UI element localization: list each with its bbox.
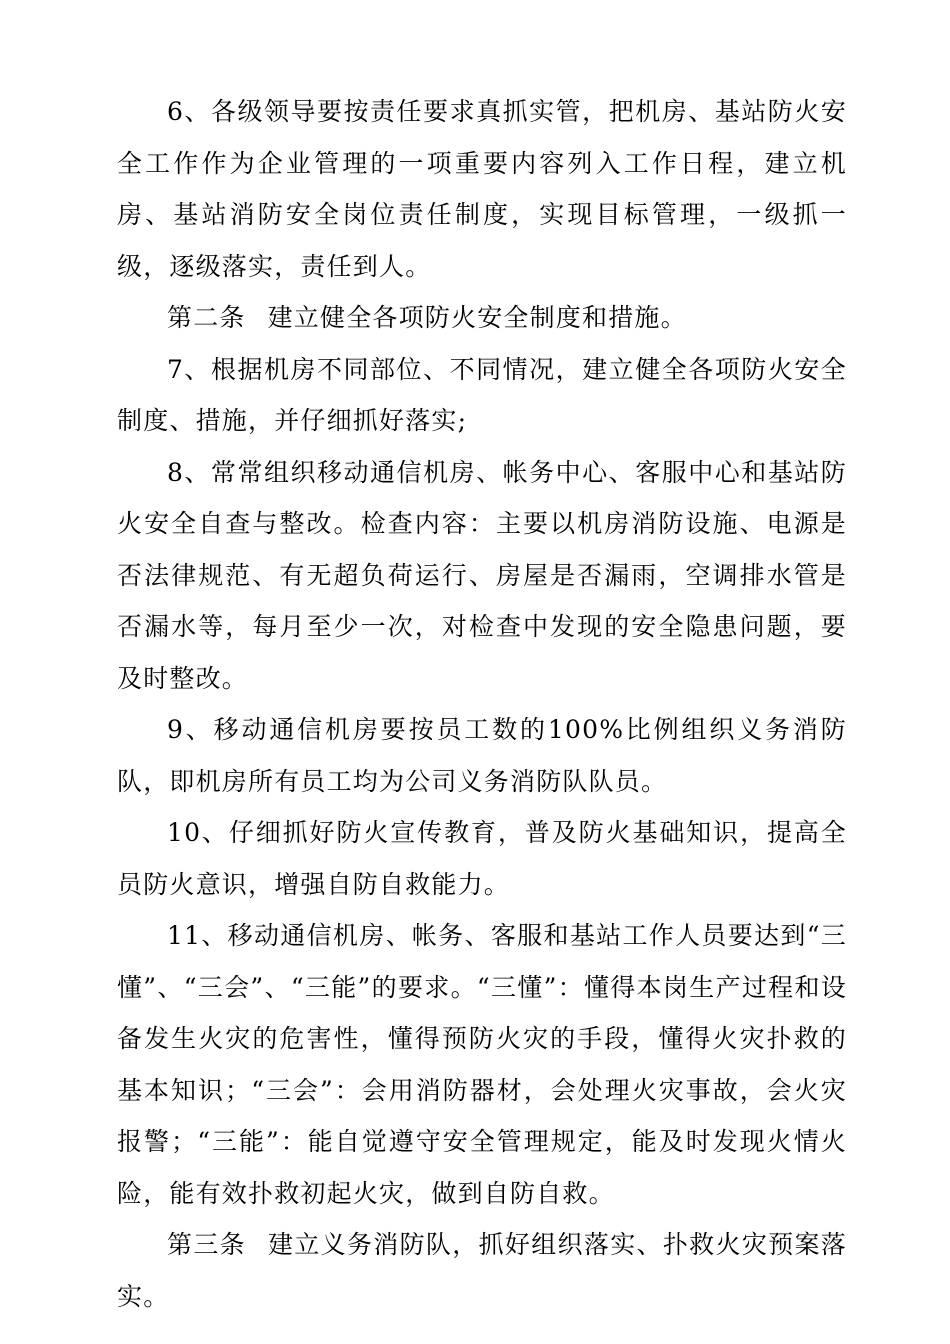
- paragraph-item-10: 10、仔细抓好防火宣传教育，普及防火基础知识，提高全员防火意识，增强自防自救能力。: [117, 818, 847, 899]
- clause-title: 建立健全各项防火安全制度和措施。: [267, 303, 687, 332]
- clause-number: 第三条: [167, 1230, 246, 1259]
- clause-heading-2: [117, 292, 847, 344]
- paragraph-item-11: 11、移动通信机房、帐务、客服和基站工作人员要达到“三懂”、“三会”、“三能”的要求。“三懂”：懂得本岗生产过程和设备发生火灾的危害性，懂得预防火灾的手段，懂得火灾扑救的基本知识；“三会”：会用消防器材，会处理火灾事故，会火灾报警；“三能”：能自觉遵守安全管理规定，能及时发现火情火险，能有效扑救初起火灾，做到自防自救。: [117, 921, 847, 1208]
- paragraph-item-8: 8、常常组织移动通信机房、帐务中心、客服中心和基站防火安全自查与整改。检查内容：主要以机房消防设施、电源是否法律规范、有无超负荷运行、房屋是否漏雨，空调排水管是否漏水等，每月至少一次，对检查中发现的安全隐患问题，要及时整改。: [117, 457, 847, 693]
- paragraph-item-7: 7、根据机房不同部位、不同情况，建立健全各项防火安全制度、措施，并仔细抓好落实;: [117, 354, 847, 435]
- paragraph-item-6: 6、各级领导要按责任要求真抓实管，把机房、基站防火安全工作作为企业管理的一项重要内容列入工作日程，建立机房、基站消防安全岗位责任制度，实现目标管理，一级抓一级，逐级落实，责任到人。: [117, 97, 847, 281]
- document-page: [117, 86, 847, 1322]
- clause-number: 第二条: [167, 303, 246, 332]
- clause-title: 建立义务消防队，抓好组织落实、扑救火灾预案落实。: [117, 1230, 847, 1311]
- clause-heading-3: [117, 1219, 847, 1322]
- paragraph-item-9: 9、移动通信机房要按员工数的100%比例组织义务消防队，即机房所有员工均为公司义务消防队队员。: [117, 715, 847, 796]
